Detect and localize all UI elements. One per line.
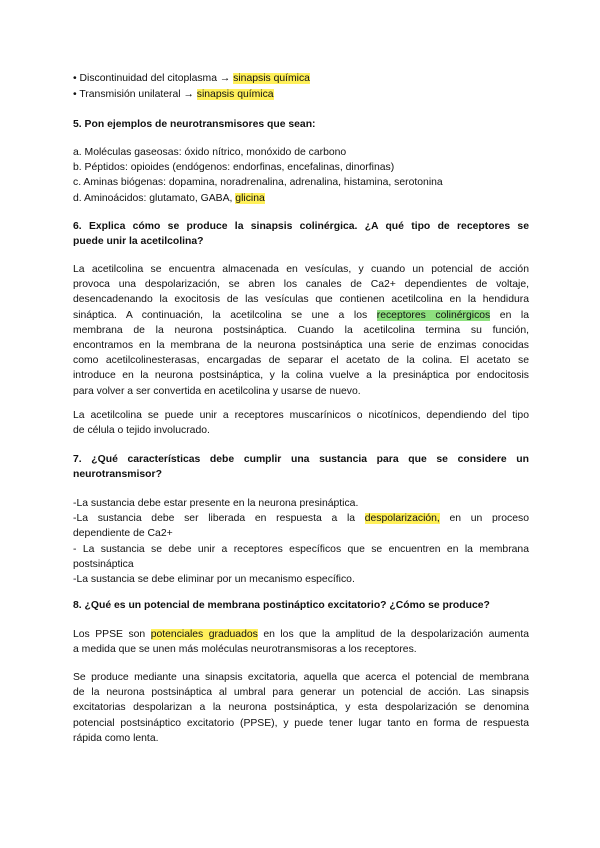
text-line: desencadenando la exocitosis de las vesículas que contienen acetilcolina en la hendidura [73,294,529,306]
criteria-item: -La sustancia debe estar presente en la neurona presináptica. [73,498,359,509]
bullet-item: • Discontinuidad del citoplasma → sinapsis química [73,73,310,84]
criteria-item: -La sustancia debe ser liberada en respuesta a la despolarización, en un proceso [73,513,529,525]
criteria-item: -La sustancia se debe eliminar por un mecanismo específico. [73,574,355,586]
text-line: La acetilcolina se puede unir a receptores muscarínicos o nicotínicos, dependiendo del tipo [73,410,529,421]
text-line: Los PPSE son potenciales graduados en los que la amplitud de la despolarización aumenta [73,629,530,640]
text-line: provoca una despolarización, se abren los canales de Ca2+ dependientes de voltaje, [73,279,529,291]
highlight: potenciales graduados [150,629,258,640]
question-6 [73,219,529,249]
list-item: c. Aminas biógenas: dopamina, noradrenalina, adrenalina, histamina, serotonina [73,177,443,189]
criteria-item: - La sustancia se debe unir a receptores específicos que se encuentren en la membrana [73,543,529,555]
text-line: como acetilcolinesterasas, encargadas de separar el acetato de la colina. El acetato se [73,355,529,367]
text-line: encontramos en la membrana de la neurona postsináptica una serie de enzimas conocidas [73,340,529,352]
text-line: excitatorias despolarizan a la neurona postsináptica, y esta despolarización se denomina [73,702,529,714]
criteria-item: postsináptica [73,558,134,570]
question-8 [73,598,529,613]
question-title: neurotransmisor? [73,469,162,481]
q8-paragraph-2 [73,670,529,746]
text-line: Se produce mediante una sinapsis excitatoria, aquella que acerca el potencial de membrana [73,672,529,683]
text-line: de la neurona postsináptica al umbral para generar un potencial de acción. Las sinapsis [73,687,529,699]
question-7 [73,452,529,482]
q5-list [73,145,529,206]
text-line: rápida como lenta. [73,732,159,744]
list-item: b. Péptidos: opioides (endógenos: endorfinas, encefalinas, dinorfinas) [73,162,395,174]
highlight: despolarización, [364,513,440,525]
question-title: puede unir la acetilcolina? [73,236,204,248]
question-title: 7. ¿Qué características debe cumplir una sustancia para que se considere un [73,454,529,465]
q6-paragraph-2 [73,408,529,438]
text-line: potencial postsináptico excitatorio (PPSE), y puede tener lugar tanto en forma de respuesta [73,717,529,729]
list-item: d. Aminoácidos: glutamato, GABA, glicina [73,192,265,204]
question-5 [73,117,529,132]
text-line: membrana de la neurona postsináptica. Cuando la acetilcolina termina su función, [73,324,529,336]
highlight: receptores colinérgicos [376,309,491,321]
question-title: 5. Pon ejemplos de neurotransmisores que sean: [73,119,316,130]
q8-paragraph-1 [73,627,529,657]
text-line: de célula o tejido involucrado. [73,425,210,437]
bullet-item: • Transmisión unilateral → sinapsis química [73,89,274,101]
text-line: introduce en la neurona postsináptica, y la colina vuelve a la presináptica por endocitosis [73,370,529,382]
bullet-list [73,71,529,102]
highlight: glicina [235,192,265,204]
question-title: 6. Explica cómo se produce la sinapsis colinérgica. ¿A qué tipo de receptores se [73,221,529,232]
text-line: a medida que se unen más moléculas neurotransmisoras a los receptores. [73,644,417,656]
highlight: sinapsis química [233,73,310,84]
q6-paragraph-1 [73,262,529,399]
question-title: 8. ¿Qué es un potencial de membrana postináptico excitatorio? ¿Cómo se produce? [73,600,490,611]
highlight: sinapsis química [196,89,274,101]
list-item: a. Moléculas gaseosas: óxido nítrico, monóxido de carbono [73,147,347,158]
text-line: para volver a ser convertida en acetilcolina y usarse de nuevo. [73,385,361,397]
text-line: sináptica. A continuación, la acetilcolina se une a los receptores colinérgicos en la [73,309,529,321]
text-line: La acetilcolina se encuentra almacenada en vesículas, y cuando un potencial de acción [73,264,529,275]
criteria-item: dependiente de Ca2+ [73,528,173,540]
q7-criteria [73,496,529,587]
